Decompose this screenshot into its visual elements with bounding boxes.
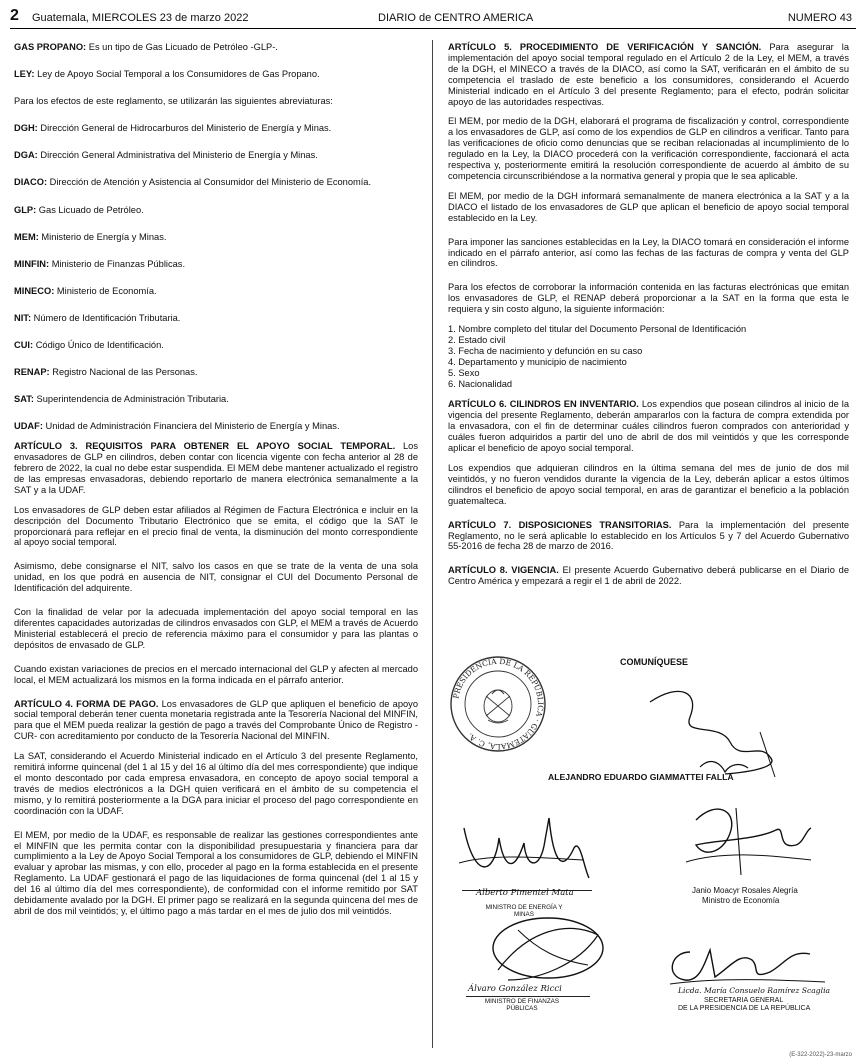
article-7-heading: ARTÍCULO 7. DISPOSICIONES TRANSITORIAS. — [448, 519, 672, 530]
svg-text:PRESIDENCIA DE LA REPÚBLICA ·: PRESIDENCIA DE LA REPÚBLICA · GUATEMALA, C. A. — [451, 656, 546, 752]
article-8-p1: ARTÍCULO 8. VIGENCIA. El presente Acuerdo Gubernativo deberá publicarse en el Diario de Centro América y empezará a regir el 1 de abril de 2022. — [448, 565, 849, 587]
definition-item: GAS PROPANO: Es un tipo de Gas Licuado de Petróleo -GLP-. — [14, 42, 278, 52]
president-name: ALEJANDRO EDUARDO GIAMMATTEI FALLA — [548, 772, 734, 782]
definition-item: RENAP: Registro Nacional de las Personas. — [14, 367, 198, 378]
signatory-3-title: MINISTRO DE FINANZAS PÚBLICAS — [484, 998, 560, 1012]
publication-code: (E-322-2022)-23-marzo — [789, 1052, 852, 1058]
definition-item: CUI: Código Único de Identificación. — [14, 340, 164, 351]
presidential-seal-icon — [448, 654, 548, 754]
article-4-p2: La SAT, considerando el Acuerdo Ministerial indicado en el Artículo 3 del presente Reglamento, remitirá informe quincenal (del 1 al 15 y del 16 al último día del mes correspondiente) que indique el monto descontado por cada empresa envasadora, en concepto de apoyo social temporal a través de medios electrónicos a la DGH quien verificará en el ámbito de su competencia el mismo, y lo remitirá posteriormente a la DGA para iniciar el proceso del pago correspondiente en coordinación con la UDAF. — [14, 751, 418, 816]
article-4-heading: ARTÍCULO 4. FORMA DE PAGO. — [14, 698, 159, 709]
signatory-4-title-line-2: DE LA PRESIDENCIA DE LA REPÚBLICA — [678, 1005, 811, 1012]
signatory-2-title: Ministro de Economía — [702, 896, 780, 905]
list-item: 2. Estado civil — [448, 334, 506, 345]
signature-line — [466, 996, 590, 997]
definition-item: MINFIN: Ministerio de Finanzas Públicas. — [14, 258, 186, 269]
article-4-p3: El MEM, por medio de la UDAF, es responsable de realizar las gestiones correspondientes ante el MINFIN que les permita contar con la disponibilidad presupuestaria y financiera para dar cumplimiento a la Ley de Apoyo Social Temporal a los consumidores de GLP, debiendo el MINFIN evaluar y aprobar las mismas, y con ello, proceder al pago en la forma establecida en el presente Reglamento. La UDAF gestionará el pago de las liquidaciones de forma quincenal (del 1 al 15 y del 16 al último día del mes correspondiente), de conformidad con el informe remitido por SAT debidamente avalado por la DGH. El primer pago se realizará en la segunda quincena del mes de abril de dos mil veintidós; y, el último pago a más tardar en el mes de julio dos mil veintidós. — [14, 829, 418, 916]
definition-item: MINECO: Ministerio de Economía. — [14, 285, 157, 296]
article-6-p1: ARTÍCULO 6. CILINDROS EN INVENTARIO. Los expendios que posean cilindros al inicio de la vigencia del presente Reglamento, deberán ampararlos con la factura de compra extendida por la envasadora, con el fin de determinar cuáles cilindros fueron comprados con anterioridad y cuáles fueron adquiridos a partir del uno de abril de dos mil veintidós y que les corresponde aplicar el beneficio de apoyo social temporal. — [448, 399, 849, 454]
article-5-p4: Para imponer las sanciones establecidas en la Ley, la DIACO tomará en consideración el informe indicado en el párrafo anterior, así como las fechas de las facturas de compra y venta del GLP en cilindros. — [448, 236, 849, 269]
article-3-p4: Con la finalidad de velar por la adecuada implementación del apoyo social temporal en las diferentes capacidades autorizadas de cilindros envasados con GLP, el MEM a través de Acuerdo Ministerial establecerá el precio de referencia máximo para el consumidor y para las plantas o depósitos de envasado de GLP. — [14, 607, 418, 650]
article-3-heading: ARTÍCULO 3. REQUISITOS PARA OBTENER EL APOYO SOCIAL TEMPORAL. — [14, 441, 396, 452]
definition-item: NIT: Número de Identificación Tributaria. — [14, 312, 181, 323]
article-5-p1: ARTÍCULO 5. PROCEDIMIENTO DE VERIFICACIÓN Y SANCIÓN. Para asegurar la implementación del apoyo social temporal regulado en el Artículo 2 de la Ley, el MEM, a través de la DGH, el MINECO a través de la DIACO, así como la SAT, verificarán en el ámbito de su competencia el traslado de este beneficio a los consumidores, considerando el Acuerdo Ministerial indicado en el Artículo 3 del presente Reglamento; para el efecto, podrán solicitar apoyo de las autoridades respectivas. — [448, 42, 849, 107]
signatory-1-title: MINISTRO DE ENERGÍA Y MINAS — [485, 904, 563, 918]
article-3-p2: Los envasadores de GLP deben estar afiliados al Régimen de Factura Electrónica e incluir en la descripción del Documento Tributario Electrónico que se emita, el código que la SAT le proporcionará para reflejar en el precio final de venta, la disminución del monto correspondiente al apoyo social temporal. — [14, 504, 418, 548]
article-4-p1: ARTÍCULO 4. FORMA DE PAGO. Los envasadores de GLP que apliquen el beneficio de apoyo social temporal deberán tener cuenta monetaria registrada ante la Tesorería Nacional del MINFIN, para que el MEM pueda realizar la gestión de pago a través del Comprobante Único de Registro -CUR- con acreditamiento por conducto de la Tesorería Nacional del MINFIN. — [14, 698, 418, 742]
list-item: 6. Nacionalidad — [448, 378, 513, 389]
article-5-p5: Para los efectos de corroborar la información contenida en las facturas electrónicas que emitan los envasadores de GLP, el RENAP deberá proporcionar a la SAT en la forma que esta le requiera y sin costo alguno, la siguiente información: — [448, 282, 849, 315]
minister-economy-signature-icon — [676, 800, 816, 880]
comuniquese-label: COMUNÍQUESE — [620, 657, 689, 667]
article-3-p5: Cuando existan variaciones de precios en el mercado internacional del GLP y afecten al mercado local, el MEM actualizará los mismos en la forma indicada en el párrafo anterior. — [14, 663, 418, 685]
signatory-2-name: Janio Moacyr Rosales Alegría — [692, 886, 798, 895]
right-column — [448, 42, 849, 587]
definition-item: MEM: Ministerio de Energía y Minas. — [14, 231, 167, 242]
renap-info-list — [448, 324, 849, 389]
definition-item: DIACO: Dirección de Atención y Asistencia al Consumidor del Ministerio de Economía. — [14, 177, 372, 188]
definition-item: DGH: Dirección General de Hidrocarburos del Ministerio de Energía y Minas. — [14, 123, 332, 134]
article-7-p1: ARTÍCULO 7. DISPOSICIONES TRANSITORIAS. Para la implementación del presente Reglamento, no le será aplicable lo establecido en los Artículos 5 y 7 del Acuerdo Gubernativo 55-2016 de fecha 28 de marzo de 2016. — [448, 519, 849, 552]
page-number: 2 — [10, 7, 19, 24]
newspaper-name: DIARIO de CENTRO AMERICA — [378, 12, 534, 24]
president-signature-icon — [630, 672, 790, 782]
signatory-4-name: Licda. María Consuelo Ramírez Scaglia — [678, 986, 831, 995]
secretary-general-signature-icon — [660, 932, 830, 992]
page-header — [10, 7, 856, 29]
definition-item: UDAF: Unidad de Administración Financiera del Ministerio de Energía y Minas. — [14, 421, 340, 432]
minister-finance-signature-icon — [458, 910, 608, 990]
column-divider — [432, 40, 433, 1048]
list-item: 4. Departamento y municipio de nacimiento — [448, 356, 627, 367]
date-line: Guatemala, MIERCOLES 23 de marzo 2022 — [32, 12, 249, 24]
article-5-p2: El MEM, por medio de la DGH, elaborará el programa de fiscalización y control, correspondiente a los envasadores de GLP, así como de los expendios de GLP en cilindros a verificar. Tanto para las verificaciones de oficio como denuncias que se reciban relacionadas al incumplimiento de lo regulado en la Ley, la DIACO procederá con la verificación correspondiente, faccionará el acta respectiva y, posteriormente emitirá la resolución correspondiente de acuerdo al ámbito de su competencia circunscribiéndose a la normativa general y propia que le sea aplicable. — [448, 116, 849, 181]
list-item: 1. Nombre completo del titular del Documento Personal de Identificación — [448, 324, 747, 335]
signature-block — [440, 648, 856, 1048]
definition-item: LEY: Ley de Apoyo Social Temporal a los Consumidores de Gas Propano. — [14, 69, 320, 80]
article-3-p3: Asimismo, debe consignarse el NIT, salvo los casos en que se trate de la venta de una sola unidad, en los que podrá en ausencia de NIT, consignar el CUI del Documento Personal de Identificación del adquirente. — [14, 561, 418, 594]
article-6-heading: ARTÍCULO 6. CILINDROS EN INVENTARIO. — [448, 399, 639, 410]
article-6-p2: Los expendios que adquieran cilindros en la última semana del mes de junio de dos mil veintidós, y no fueron vendidos durante la vigencia de la Ley, deberán aplicar a estos últimos cilindros el beneficio de apoyo social temporal, en aras de garantizar el beneficio a la población guatemalteca. — [448, 463, 849, 506]
minister-energy-signature-icon — [454, 808, 594, 888]
article-5-heading: ARTÍCULO 5. PROCEDIMIENTO DE VERIFICACIÓN Y SANCIÓN. — [448, 42, 762, 52]
article-5-p3: El MEM, por medio de la DGH informará semanalmente de manera electrónica a la SAT y a la DIACO el listado de los envasadores de GLP que aplican el beneficio de apoyo social temporal establecido en la Ley. — [448, 190, 849, 223]
definition-item: DGA: Dirección General Administrativa del Ministerio de Energía y Minas. — [14, 150, 318, 161]
definition-item: GLP: Gas Licuado de Petróleo. — [14, 204, 144, 215]
definition-item: SAT: Superintendencia de Administración Tributaria. — [14, 394, 229, 405]
issue-number: NUMERO 43 — [787, 12, 852, 24]
list-item: 3. Fecha de nacimiento y defunción en su caso — [448, 345, 643, 356]
left-column — [14, 42, 418, 917]
list-item: 5. Sexo — [448, 367, 480, 378]
signatory-1-name: Alberto Pimentel Mata — [476, 888, 574, 898]
signatory-3-name: Álvaro González Ricci — [468, 984, 562, 994]
definition-intro: Para los efectos de este reglamento, se utilizarán las siguientes abreviaturas: — [14, 96, 333, 107]
signatory-4-title-line-1: SECRETARIA GENERAL — [704, 997, 784, 1004]
article-8-heading: ARTÍCULO 8. VIGENCIA. — [448, 565, 559, 576]
article-3-p1: ARTÍCULO 3. REQUISITOS PARA OBTENER EL APOYO SOCIAL TEMPORAL. Los envasadores de GLP en cilindros, deben contar con licencia vigente con fecha anterior al 28 de febrero de 2022, la cual no debe estar suspendida. El MEM debe mantener actualizado el registro de las empresas envasadoras, debiendo reportarlo de manera electrónica semanalmente a la SAT y a la UDAF. — [14, 441, 418, 495]
